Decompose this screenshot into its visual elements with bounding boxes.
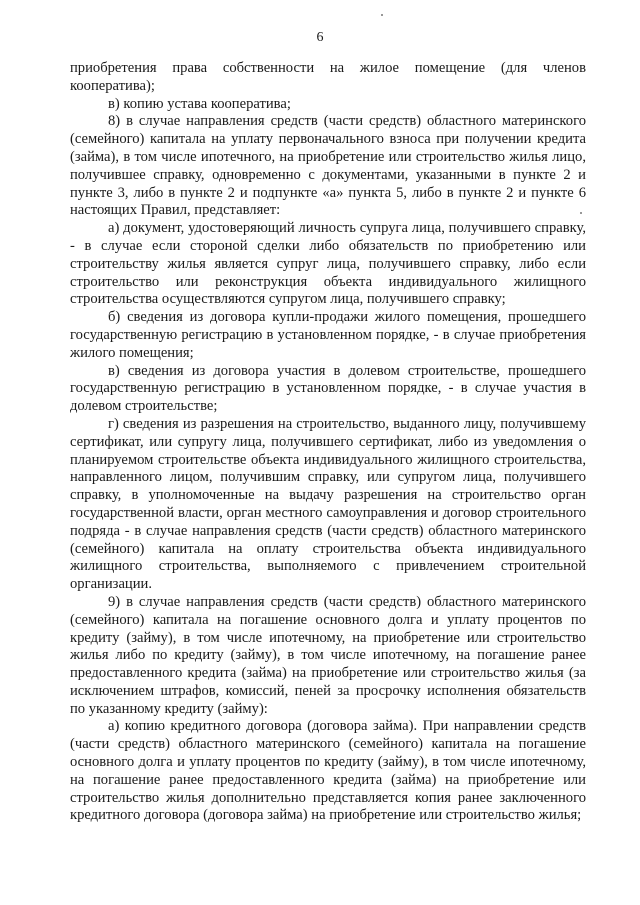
paragraph-item-9: 9) в случае направления средств (части средств) областного материнского (семейного) капитала на погашение основного долга и уплату процентов по кредиту (займу), в том числе ипотечному, на приобретение или строительство жилья либо по кредиту (займу), в том числе ипотечному, на погашение ранее предоставленного кредита (займа) на приобретение или строительство жилья (за исключением штрафов, комиссий, пеней за просрочку исполнения обязательств по указанному кредиту (займу): <box>70 593 586 717</box>
paragraph-item-8: 8) в случае направления средств (части средств) областного материнского (семейного) капитала на уплату первоначального взноса при получении кредита (займа), в том числе ипотечного, на приобретение или строительство жилья лицо, получившее справку, одновременно с документами, указанными в пункте 2 и пункте 3, либо в пункте 2 и подпункте «а» пункта 5, либо в пункте 2 и пункте 6 настоящих Правил, представляет: <box>70 113 586 219</box>
paragraph-item-8g: г) сведения из разрешения на строительство, выданного лицу, получившему сертификат, или супругу лица, получившего сертификат, либо из уведомления о планируемом строительстве объекта индивидуального жилищного строительства, направленного лицом, получившим справку, или супругом лица, получившего справку, в уполномоченные на выдачу разрешения на строительство орган государственной власти, орган местного самоуправления и договор строительного подряда - в случае направления средств (части средств) областного материнского (семейного) капитала на оплату строительства объекта индивидуального жилищного строительства, выполняемого с привлечением строительной организации. <box>70 415 586 593</box>
paragraph-item-8b: б) сведения из договора купли-продажи жилого помещения, прошедшего государственную регистрацию в установленном порядке, - в случае приобретения жилого помещения; <box>70 309 586 361</box>
paragraph-item-v-charter: в) копию устава кооператива; <box>108 95 291 112</box>
paragraph-item-9a: а) копию кредитного договора (договора займа). При направлении средств (части средств) областного материнского (семейного) капитала на погашение основного долга и уплату процентов по кредиту (займу), в том числе ипотечному, на погашение ранее предоставленного кредита (займа) на приобретение или строительство жилья дополнительно представляется копия ранее заключенного кредитного договора (договора займа) на приобретение или строительство жилья; <box>70 718 586 824</box>
document-body <box>70 60 586 825</box>
paragraph-continuation: приобретения права собственности на жилое помещение (для членов кооператива); <box>70 60 586 94</box>
paragraph-item-8v: в) сведения из договора участия в долевом строительстве, прошедшего государственную регистрацию в установленном порядке, - в случае участия в долевом строительстве; <box>70 362 586 415</box>
scan-speck <box>381 14 383 16</box>
page-number: 6 <box>316 30 324 45</box>
paragraph-item-8a: а) документ, удостоверяющий личность супруга лица, получившего справку, - в случае если стороной сделки либо обязательств по приобретению или строительству жилья является супруг лица, получившего справку, либо если строительство или реконструкция объекта индивидуального жилищного строительства осуществляются супругом лица, получившего справку; <box>70 220 586 308</box>
